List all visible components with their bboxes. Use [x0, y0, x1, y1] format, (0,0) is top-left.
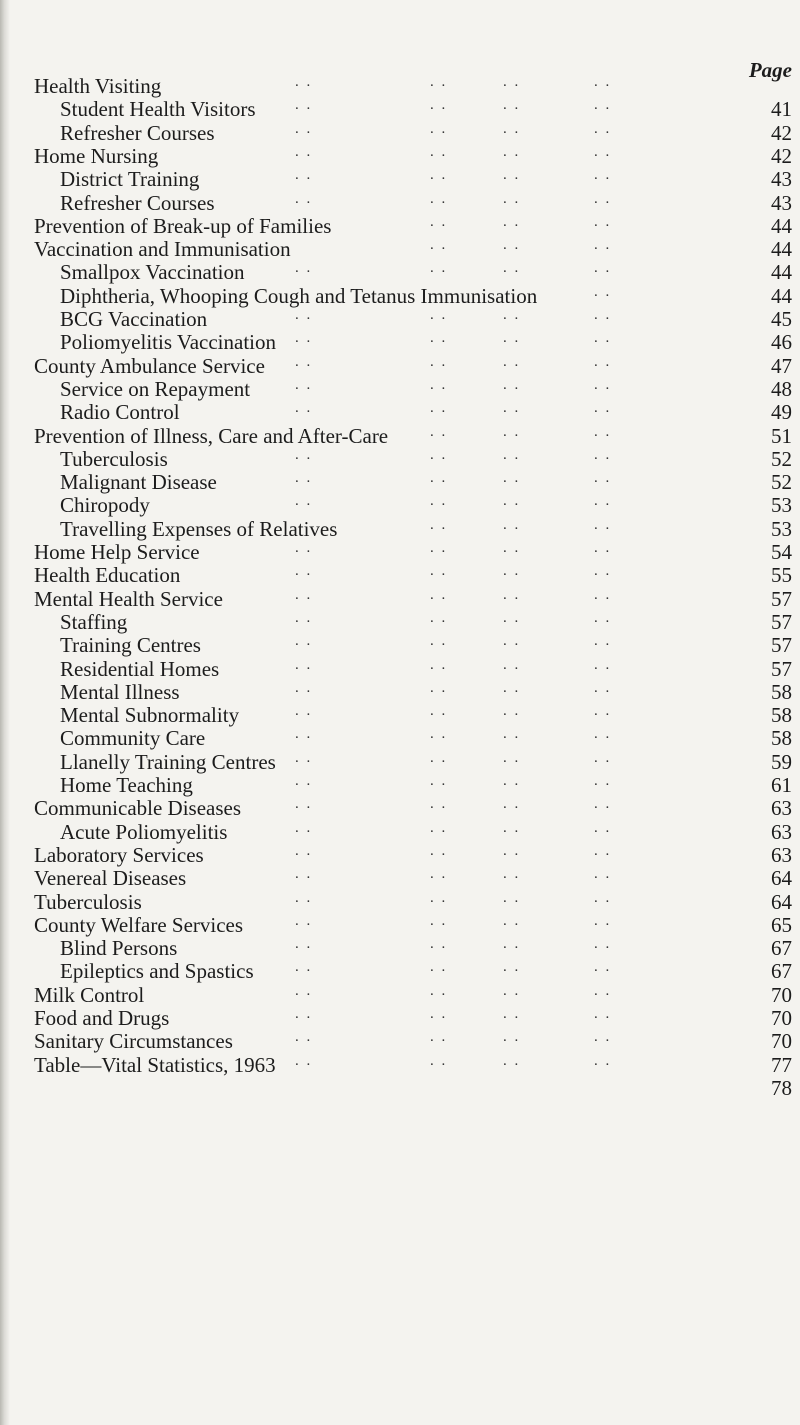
- leader-dots: . .: [503, 726, 521, 743]
- toc-entry: [0, 796, 800, 820]
- toc-entry: [0, 1029, 800, 1053]
- leader-dots: . .: [594, 376, 612, 393]
- toc-entry: [0, 959, 800, 983]
- toc-entry: [0, 703, 800, 727]
- toc-entry-title: Student Health Visitors: [60, 97, 256, 122]
- leader-dots: . .: [503, 493, 521, 510]
- leader-dots: . .: [295, 703, 313, 720]
- toc-entry: [0, 610, 800, 634]
- toc-entry: [0, 633, 800, 657]
- leader-dots: . .: [594, 120, 612, 137]
- leader-dots: . .: [295, 912, 313, 929]
- leader-dots: . .: [503, 819, 521, 836]
- toc-entry: [0, 890, 800, 914]
- toc-entry-page: 52: [771, 446, 792, 471]
- leader-dots: . .: [430, 74, 448, 90]
- leader-dots: . .: [295, 400, 313, 417]
- leader-dots: . .: [503, 423, 521, 440]
- leader-dots: . .: [430, 889, 448, 906]
- toc-entry: [0, 563, 800, 587]
- toc-entry-title: Llanelly Training Centres: [60, 749, 276, 774]
- page-column-heading: Page: [748, 58, 792, 82]
- leader-dots: . .: [503, 190, 521, 207]
- leader-dots: . .: [430, 703, 448, 720]
- leader-dots: . .: [430, 330, 448, 347]
- toc-entry: [0, 377, 800, 401]
- toc-entry: [0, 74, 800, 98]
- leader-dots: . .: [295, 609, 313, 626]
- leader-dots: . .: [295, 190, 313, 207]
- toc-entry-page: 54: [771, 540, 792, 564]
- leader-dots: . .: [503, 97, 521, 114]
- leader-dots: . .: [430, 493, 448, 510]
- toc-entry-title: Tuberculosis: [34, 889, 142, 914]
- toc-entry-title: Blind Persons: [60, 936, 178, 961]
- leader-dots: . .: [503, 260, 521, 277]
- leader-dots: . .: [430, 446, 448, 463]
- leader-dots: . .: [430, 540, 448, 556]
- toc-entry-page: 59: [771, 749, 792, 774]
- leader-dots: . .: [430, 982, 448, 999]
- toc-entry-page: 63: [771, 819, 792, 844]
- leader-dots: . .: [295, 376, 313, 393]
- toc-entry: [0, 493, 800, 517]
- leader-dots: . .: [503, 563, 521, 580]
- leader-dots: . .: [503, 842, 521, 859]
- leader-dots: . .: [430, 563, 448, 580]
- leader-dots: . .: [594, 959, 612, 976]
- leader-dots: . .: [430, 749, 448, 766]
- toc-entry: [0, 284, 800, 308]
- leader-dots: . .: [295, 260, 313, 277]
- leader-dots: . .: [430, 400, 448, 417]
- leader-dots: . .: [430, 516, 448, 533]
- toc-entry: [0, 424, 800, 448]
- leader-dots: . .: [295, 1029, 313, 1046]
- leader-dots: . .: [503, 586, 521, 603]
- leader-dots: . .: [430, 167, 448, 184]
- leader-dots: . .: [295, 1006, 313, 1022]
- leader-dots: . .: [295, 679, 313, 696]
- leader-dots: . .: [594, 190, 612, 207]
- leader-dots: . .: [295, 353, 313, 370]
- toc-entry: [0, 400, 800, 424]
- toc-entry: [0, 1076, 800, 1100]
- toc-entry-title: Staffing: [60, 609, 128, 634]
- toc-entry-title: Malignant Disease: [60, 470, 217, 495]
- leader-dots: . .: [594, 633, 612, 650]
- leader-dots: . .: [503, 237, 521, 254]
- leader-dots: . .: [503, 982, 521, 999]
- toc-entry-title: Mental Illness: [60, 679, 180, 704]
- leader-dots: . .: [503, 470, 521, 487]
- leader-dots: . .: [295, 493, 313, 510]
- leader-dots: . .: [295, 959, 313, 976]
- leader-dots: . .: [295, 540, 313, 556]
- leader-dots: . .: [430, 423, 448, 440]
- leader-dots: . .: [430, 1029, 448, 1046]
- leader-dots: . .: [503, 74, 521, 90]
- toc-entry: [0, 820, 800, 844]
- leader-dots: . .: [430, 120, 448, 137]
- toc-entry-title: Service on Repayment: [60, 376, 251, 401]
- leader-dots: . .: [430, 796, 448, 813]
- leader-dots: . .: [594, 656, 612, 673]
- toc-entry-page: 70: [771, 982, 792, 1007]
- leader-dots: . .: [594, 773, 612, 789]
- toc-entry: [0, 260, 800, 284]
- toc-entry: [0, 540, 800, 564]
- leader-dots: . .: [503, 936, 521, 953]
- leader-dots: . .: [503, 516, 521, 533]
- leader-dots: . .: [430, 143, 448, 160]
- toc-entry: [0, 726, 800, 750]
- leader-dots: . .: [430, 773, 448, 789]
- leader-dots: . .: [503, 749, 521, 766]
- toc-entry-title: Laboratory Services: [34, 842, 204, 867]
- leader-dots: . .: [503, 656, 521, 673]
- leader-dots: . .: [594, 97, 612, 114]
- leader-dots: . .: [594, 796, 612, 813]
- leader-dots: . .: [430, 633, 448, 650]
- toc-entry-title: Refresher Courses: [60, 190, 215, 215]
- toc-entry-page: 53: [771, 493, 792, 518]
- toc-entry-page: 57: [771, 633, 792, 658]
- toc-entry-page: 46: [771, 330, 792, 355]
- leader-dots: . .: [503, 376, 521, 393]
- leader-dots: . .: [503, 703, 521, 720]
- toc-entry: [0, 447, 800, 471]
- leader-dots: . .: [594, 586, 612, 603]
- leader-dots: . .: [295, 819, 313, 836]
- leader-dots: . .: [594, 866, 612, 883]
- leader-dots: . .: [295, 633, 313, 650]
- leader-dots: . .: [594, 1029, 612, 1046]
- leader-dots: . .: [594, 260, 612, 277]
- leader-dots: . .: [295, 936, 313, 953]
- toc-entry: [0, 330, 800, 354]
- toc-entry-title: District Training: [60, 167, 200, 192]
- toc-entry: [0, 983, 800, 1007]
- leader-dots: . .: [430, 1006, 448, 1022]
- toc-entry-page: 44: [771, 260, 792, 285]
- leader-dots: . .: [503, 400, 521, 417]
- leader-dots: . .: [503, 213, 521, 230]
- leader-dots: . .: [594, 470, 612, 487]
- leader-dots: . .: [594, 540, 612, 556]
- leader-dots: . .: [594, 563, 612, 580]
- leader-dots: . .: [503, 912, 521, 929]
- toc-entry-page: 55: [771, 563, 792, 588]
- leader-dots: . .: [503, 307, 521, 323]
- leader-dots: . .: [594, 493, 612, 510]
- leader-dots: . .: [430, 842, 448, 859]
- toc-entry-page: 70: [771, 1029, 792, 1054]
- leader-dots: . .: [503, 446, 521, 463]
- toc-entry: [0, 866, 800, 890]
- toc-entry-page: 43: [771, 190, 792, 215]
- leader-dots: . .: [430, 97, 448, 114]
- leader-dots: . .: [594, 703, 612, 720]
- toc-entry-page: 63: [771, 796, 792, 821]
- leader-dots: . .: [430, 609, 448, 626]
- toc-entry-page: 47: [771, 353, 792, 378]
- leader-dots: . .: [430, 237, 448, 254]
- leader-dots: . .: [295, 889, 313, 906]
- toc-entry-page: 64: [771, 866, 792, 891]
- toc-entry-title: Health Visiting: [34, 74, 162, 98]
- toc-entry-page: 49: [771, 400, 792, 425]
- toc-entry-title: Prevention of Break-up of Families: [34, 213, 332, 238]
- leader-dots: . .: [295, 726, 313, 743]
- leader-dots: . .: [430, 190, 448, 207]
- toc-entry-page: 77: [771, 1052, 792, 1077]
- leader-dots: . .: [503, 120, 521, 137]
- leader-dots: . .: [430, 376, 448, 393]
- toc-entry: [0, 214, 800, 238]
- toc-entry: [0, 354, 800, 378]
- leader-dots: . .: [594, 726, 612, 743]
- toc-entry: [0, 913, 800, 937]
- leader-dots: . .: [430, 260, 448, 277]
- leader-dots: . .: [430, 656, 448, 673]
- leader-dots: . .: [503, 609, 521, 626]
- leader-dots: . .: [594, 167, 612, 184]
- toc-entry-title: Food and Drugs: [34, 1006, 170, 1030]
- toc-entry: [0, 470, 800, 494]
- leader-dots: . .: [594, 446, 612, 463]
- leader-dots: . .: [430, 819, 448, 836]
- toc-entry-title: Community Care: [60, 726, 206, 751]
- toc-entry-title: Table—Vital Statistics, 1963: [34, 1052, 276, 1077]
- toc-entry-title: Poliomyelitis Vaccination: [60, 330, 277, 355]
- toc-entry-page: 44: [771, 213, 792, 238]
- leader-dots: . .: [295, 866, 313, 883]
- leader-dots: . .: [503, 796, 521, 813]
- toc-entry-page: 52: [771, 470, 792, 495]
- leader-dots: . .: [594, 74, 612, 90]
- leader-dots: . .: [295, 446, 313, 463]
- leader-dots: . .: [503, 633, 521, 650]
- leader-dots: . .: [594, 749, 612, 766]
- leader-dots: . .: [295, 749, 313, 766]
- toc-entry-title: BCG Vaccination: [60, 307, 208, 331]
- toc-entry-title: Vaccination and Immunisation: [34, 237, 291, 262]
- toc-entry-page: 58: [771, 703, 792, 728]
- leader-dots: . .: [430, 936, 448, 953]
- toc-entry-title: Training Centres: [60, 633, 201, 658]
- toc-entry-page: 44: [771, 237, 792, 262]
- toc-entry-title: Home Nursing: [34, 143, 159, 168]
- leader-dots: . .: [503, 679, 521, 696]
- leader-dots: . .: [503, 330, 521, 347]
- toc-entry: [0, 167, 800, 191]
- leader-dots: . .: [594, 982, 612, 999]
- leader-dots: . .: [594, 842, 612, 859]
- leader-dots: . .: [503, 1006, 521, 1022]
- toc-entry: [0, 121, 800, 145]
- leader-dots: . .: [295, 586, 313, 603]
- toc-entry-page: 53: [771, 516, 792, 541]
- leader-dots: . .: [430, 213, 448, 230]
- toc-entry-page: 57: [771, 586, 792, 611]
- leader-dots: . .: [594, 1006, 612, 1022]
- leader-dots: . .: [594, 400, 612, 417]
- toc-entry-title: County Welfare Services: [34, 912, 244, 937]
- leader-dots: . .: [594, 679, 612, 696]
- leader-dots: . .: [295, 982, 313, 999]
- leader-dots: . .: [430, 353, 448, 370]
- toc-entry-page: 45: [771, 307, 792, 331]
- toc-entry-title: Chiropody: [60, 493, 150, 518]
- toc-entry-title: Radio Control: [60, 400, 180, 425]
- toc-entry-page: 63: [771, 842, 792, 867]
- toc-entry-title: Epileptics and Spastics: [60, 959, 254, 984]
- toc-entry: [0, 680, 800, 704]
- leader-dots: . .: [430, 586, 448, 603]
- leader-dots: . .: [594, 237, 612, 254]
- toc-entry-page: 44: [771, 283, 792, 308]
- leader-dots: . .: [430, 1052, 448, 1069]
- toc-entry-page: 70: [771, 1006, 792, 1030]
- toc-entry-page: 57: [771, 656, 792, 681]
- toc-entry: [0, 517, 800, 541]
- leader-dots: . .: [295, 563, 313, 580]
- leader-dots: . .: [594, 516, 612, 533]
- leader-dots: . .: [503, 889, 521, 906]
- leader-dots: . .: [295, 330, 313, 347]
- leader-dots: . .: [430, 866, 448, 883]
- leader-dots: . .: [295, 1052, 313, 1069]
- toc-entry: [0, 237, 800, 261]
- leader-dots: . .: [503, 866, 521, 883]
- toc-entry: [0, 144, 800, 168]
- toc-entry: [0, 843, 800, 867]
- toc-entry-title: Communicable Diseases: [34, 796, 242, 821]
- toc-entry: [0, 1006, 800, 1030]
- toc-entry-page: 65: [771, 912, 792, 937]
- toc-entry-title: Venereal Diseases: [34, 866, 187, 891]
- toc-entry-page: 57: [771, 609, 792, 634]
- leader-dots: . .: [295, 656, 313, 673]
- toc-entry: [0, 307, 800, 331]
- leader-dots: . .: [295, 97, 313, 114]
- toc-entry-page: 67: [771, 936, 792, 961]
- toc-entry: [0, 657, 800, 681]
- toc-entry: [0, 750, 800, 774]
- toc-entry: [0, 587, 800, 611]
- toc-entry: [0, 936, 800, 960]
- toc-entry-title: Prevention of Illness, Care and After-Care: [34, 423, 389, 448]
- leader-dots: . .: [594, 609, 612, 626]
- leader-dots: . .: [594, 912, 612, 929]
- leader-dots: . .: [430, 470, 448, 487]
- toc-entry-page: 58: [771, 679, 792, 704]
- leader-dots: . .: [430, 679, 448, 696]
- toc-entry: [0, 1053, 800, 1077]
- toc-entry-title: Acute Poliomyelitis: [60, 819, 228, 844]
- toc-entry-page: 48: [771, 376, 792, 401]
- toc-entry-page: 51: [771, 423, 792, 448]
- leader-dots: . .: [295, 74, 313, 90]
- toc-entry-title: Home Help Service: [34, 540, 200, 564]
- toc-entry-title: County Ambulance Service: [34, 353, 265, 378]
- leader-dots: . .: [503, 353, 521, 370]
- toc-entry: [0, 773, 800, 797]
- leader-dots: . .: [295, 167, 313, 184]
- leader-dots: . .: [594, 143, 612, 160]
- leader-dots: . .: [594, 283, 612, 300]
- toc-entry-page: 42: [771, 143, 792, 168]
- leader-dots: . .: [503, 167, 521, 184]
- toc-entry-page: 67: [771, 959, 792, 984]
- toc-entry-title: Health Education: [34, 563, 181, 588]
- leader-dots: . .: [594, 889, 612, 906]
- toc-entry-page: 61: [771, 773, 792, 797]
- leader-dots: . .: [503, 1029, 521, 1046]
- toc-entry-title: Tuberculosis: [60, 446, 168, 471]
- leader-dots: . .: [430, 959, 448, 976]
- toc-entry-page: 78: [771, 1075, 792, 1100]
- toc-entry-title: Refresher Courses: [60, 120, 215, 145]
- toc-entry-title: Smallpox Vaccination: [60, 260, 245, 285]
- leader-dots: . .: [594, 213, 612, 230]
- leader-dots: . .: [295, 143, 313, 160]
- leader-dots: . .: [503, 959, 521, 976]
- leader-dots: . .: [594, 330, 612, 347]
- toc-entry-title: Home Teaching: [60, 773, 193, 797]
- leader-dots: . .: [594, 423, 612, 440]
- leader-dots: . .: [594, 819, 612, 836]
- toc-entry-page: 41: [771, 97, 792, 122]
- toc-entry-title: Residential Homes: [60, 656, 220, 681]
- toc-entry: [0, 191, 800, 215]
- leader-dots: . .: [295, 842, 313, 859]
- leader-dots: . .: [503, 1052, 521, 1069]
- leader-dots: . .: [594, 1052, 612, 1069]
- toc-entry-title: Mental Health Service: [34, 586, 223, 611]
- leader-dots: . .: [295, 773, 313, 789]
- leader-dots: . .: [503, 773, 521, 789]
- leader-dots: . .: [295, 796, 313, 813]
- leader-dots: . .: [503, 540, 521, 556]
- leader-dots: . .: [503, 143, 521, 160]
- leader-dots: . .: [430, 307, 448, 323]
- toc-entry-page: 43: [771, 167, 792, 192]
- toc-entry-title: Travelling Expenses of Relatives: [60, 516, 338, 541]
- toc-entry-page: 42: [771, 120, 792, 145]
- toc-entry-title: Diphtheria, Whooping Cough and Tetanus Immunisation: [60, 283, 538, 308]
- toc-entry-title: Mental Subnormality: [60, 703, 240, 728]
- leader-dots: . .: [295, 307, 313, 323]
- leader-dots: . .: [430, 726, 448, 743]
- leader-dots: . .: [594, 936, 612, 953]
- leader-dots: . .: [295, 120, 313, 137]
- leader-dots: . .: [594, 353, 612, 370]
- toc-entry-page: 58: [771, 726, 792, 751]
- toc-entry-title: Sanitary Circumstances: [34, 1029, 233, 1054]
- leader-dots: . .: [594, 307, 612, 323]
- toc-entry: [0, 97, 800, 121]
- toc-entry-title: Milk Control: [34, 982, 145, 1007]
- toc-entry-page: 64: [771, 889, 792, 914]
- leader-dots: . .: [430, 912, 448, 929]
- leader-dots: . .: [295, 470, 313, 487]
